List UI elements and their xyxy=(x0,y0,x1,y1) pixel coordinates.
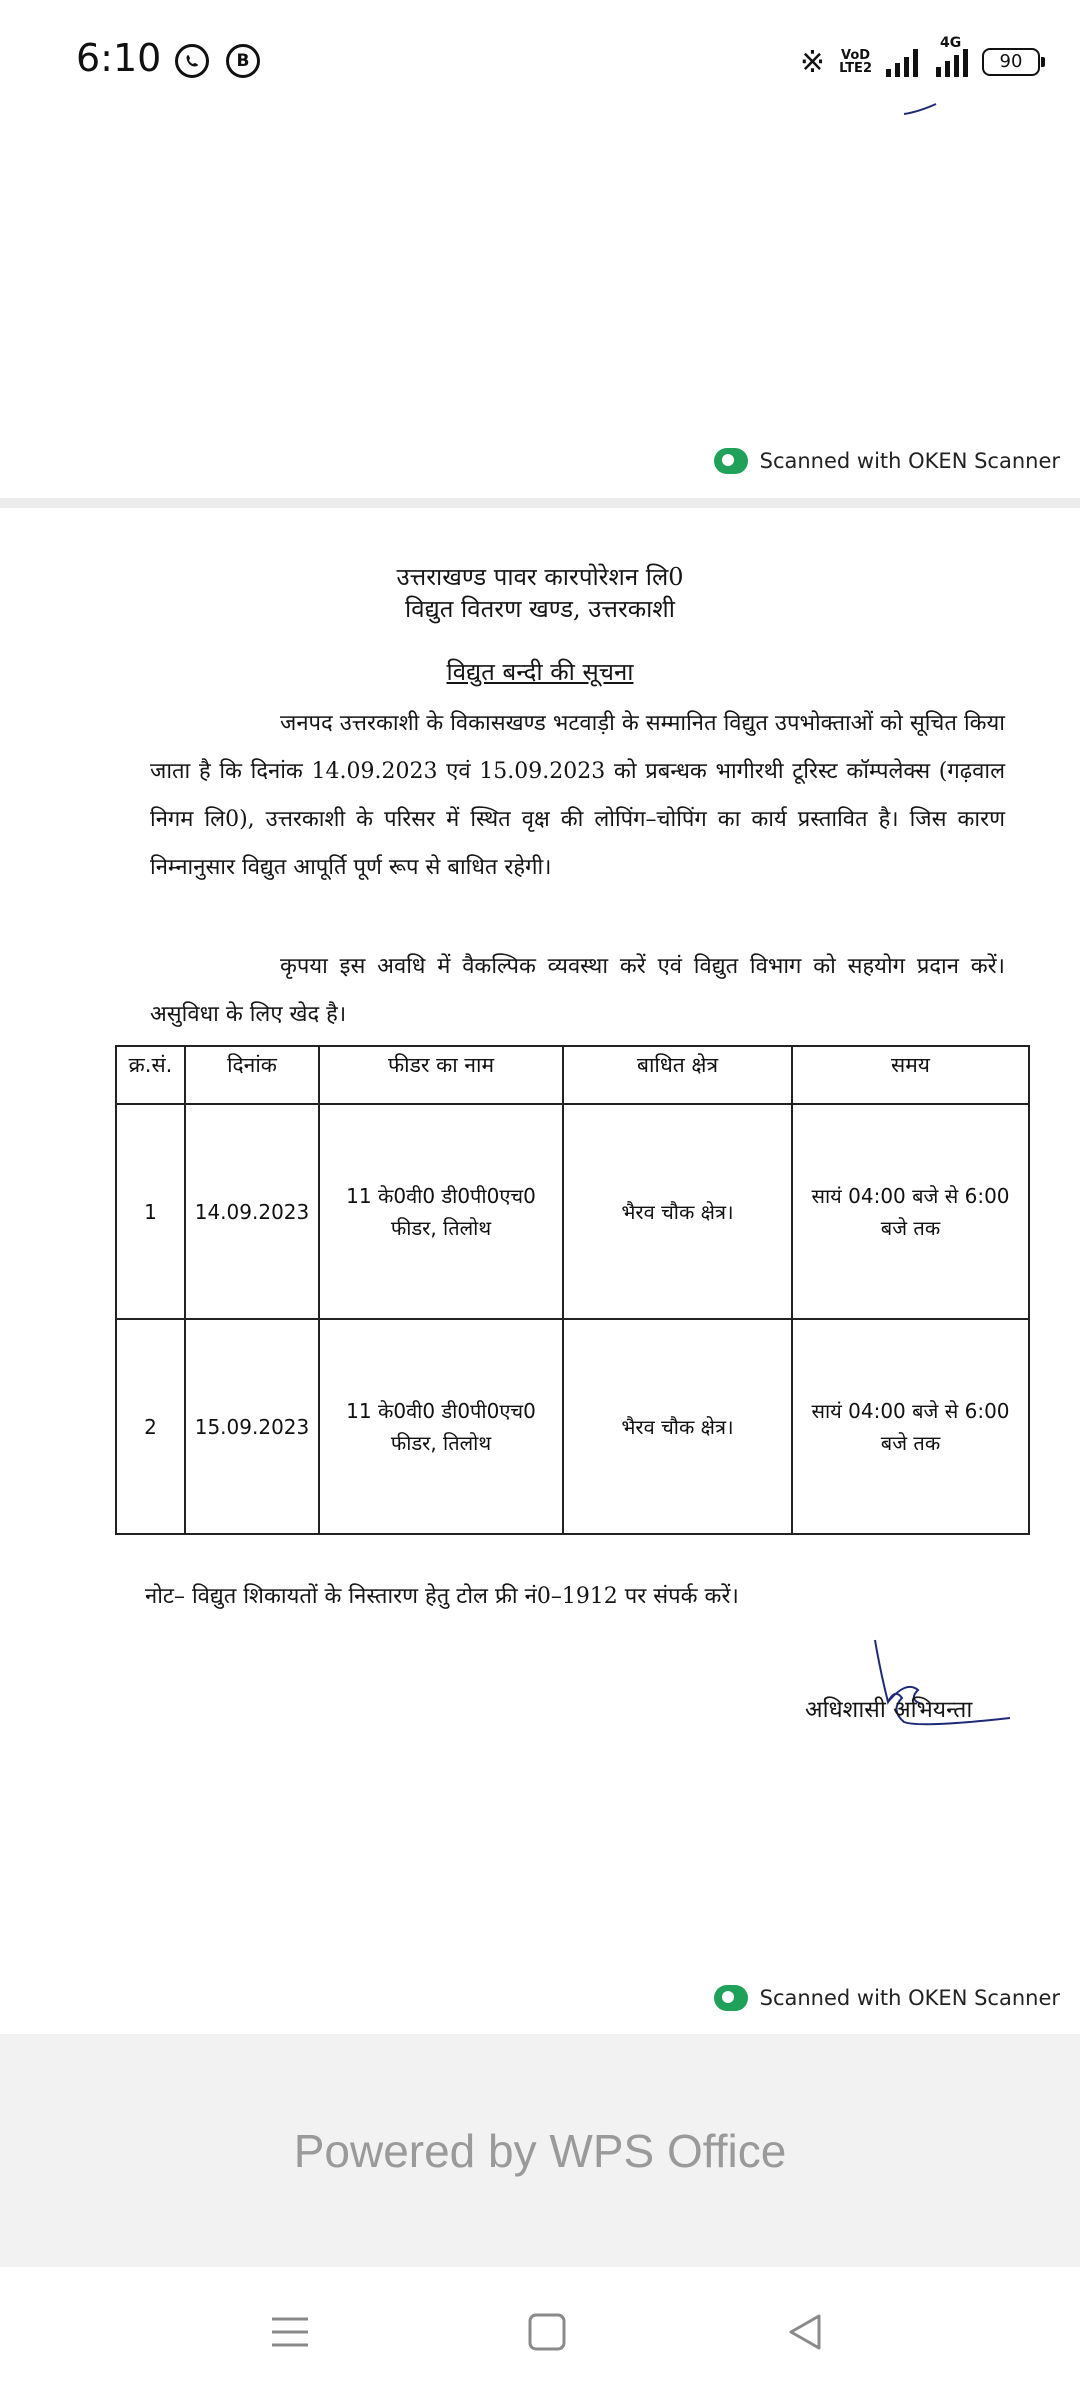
signal-icon xyxy=(886,47,918,77)
cell-date: 15.09.2023 xyxy=(185,1319,319,1534)
back-icon xyxy=(785,2312,825,2352)
network-type: 4G xyxy=(940,35,962,51)
cell-time: सायं 04:00 बजे से 6:00 बजे तक xyxy=(792,1104,1029,1319)
home-icon xyxy=(527,2312,567,2352)
battery-icon: 90 xyxy=(982,48,1040,76)
cell-area: भैरव चौक क्षेत्र। xyxy=(563,1104,792,1319)
col-feeder: फीडर का नाम xyxy=(319,1046,563,1104)
signatory-title: अधिशासी अभियन्ता xyxy=(805,1697,973,1723)
back-button[interactable] xyxy=(775,2307,835,2357)
cell-date: 14.09.2023 xyxy=(185,1104,319,1319)
oken-scanned-label: Scanned with OKEN Scanner xyxy=(714,1985,1060,2011)
cell-feeder: 11 के0वी0 डी0पी0एच0 फीडर, तिलोथ xyxy=(319,1319,563,1534)
col-date: दिनांक xyxy=(185,1046,319,1104)
outage-table xyxy=(115,1045,1030,1535)
oken-logo-icon xyxy=(714,448,748,474)
col-time: समय xyxy=(792,1046,1029,1104)
powered-by-wps: Powered by WPS Office xyxy=(0,2034,1080,2267)
system-navigation-bar xyxy=(0,2267,1080,2400)
menu-button[interactable] xyxy=(260,2307,320,2357)
col-sno: क्र.सं. xyxy=(116,1046,185,1104)
cell-time: सायं 04:00 बजे से 6:00 बजे तक xyxy=(792,1319,1029,1534)
whatsapp-icon xyxy=(175,44,209,78)
helpline-note: नोट– विद्युत शिकायतों के निस्तारण हेतु टोल फ्री नं0–1912 पर संपर्क करें। xyxy=(145,1584,739,1609)
table-row xyxy=(116,1104,1029,1319)
status-icons xyxy=(799,35,1040,84)
cell-area: भैरव चौक क्षेत्र। xyxy=(563,1319,792,1534)
oken-logo-icon xyxy=(714,1985,748,2011)
table-header-row xyxy=(116,1046,1029,1104)
oken-scanned-label: Scanned with OKEN Scanner xyxy=(714,448,1060,474)
paragraph-1: जनपद उत्तरकाशी के विकासखण्ड भटवाड़ी के सम्मानित विद्युत उपभोक्ताओं को सूचित किया जाता है कि दिनांक 14.09.2023 एवं 15.09.2023 को प्रबन्धक भागीरथी टूरिस्ट कॉम्पलेक्स (गढ़वाल निगम लि0), उत्तरकाशी के परिसर में स्थित वृक्ष की लोपिंग–चोपिंग का कार्य प्रस्तावित है। जिस कारण निम्नानुसार विद्युत आपूर्ति पूर्ण रूप से बाधित रहेगी। xyxy=(150,711,1005,880)
notice-title: विद्युत बन्दी की सूचना xyxy=(446,658,634,686)
table-row xyxy=(116,1319,1029,1534)
col-area: बाधित क्षेत्र xyxy=(563,1046,792,1104)
bluetooth-icon: ※ xyxy=(799,44,826,80)
volte-indicator: VoD LTE2 xyxy=(839,48,872,76)
network-signal-icon xyxy=(932,35,968,77)
b-badge-icon: B xyxy=(226,44,260,78)
cell-sno: 1 xyxy=(116,1104,185,1319)
page-divider xyxy=(0,498,1080,508)
header-line-1: उत्तराखण्ड पावर कारपोरेशन लि0 xyxy=(396,563,684,591)
clock: 6:10 xyxy=(76,36,162,80)
pen-mark xyxy=(900,100,940,120)
menu-icon xyxy=(270,2314,310,2350)
cell-sno: 2 xyxy=(116,1319,185,1534)
paragraph-2: कृपया इस अवधि में वैकल्पिक व्यवस्था करें एवं विद्युत विभाग को सहयोग प्रदान करें। असुविधा के लिए खेद है। xyxy=(150,954,1005,1027)
cell-feeder: 11 के0वी0 डी0पी0एच0 फीडर, तिलोथ xyxy=(319,1104,563,1319)
header-line-2: विद्युत वितरण खण्ड, उत्तरकाशी xyxy=(405,595,675,623)
home-button[interactable] xyxy=(517,2307,577,2357)
